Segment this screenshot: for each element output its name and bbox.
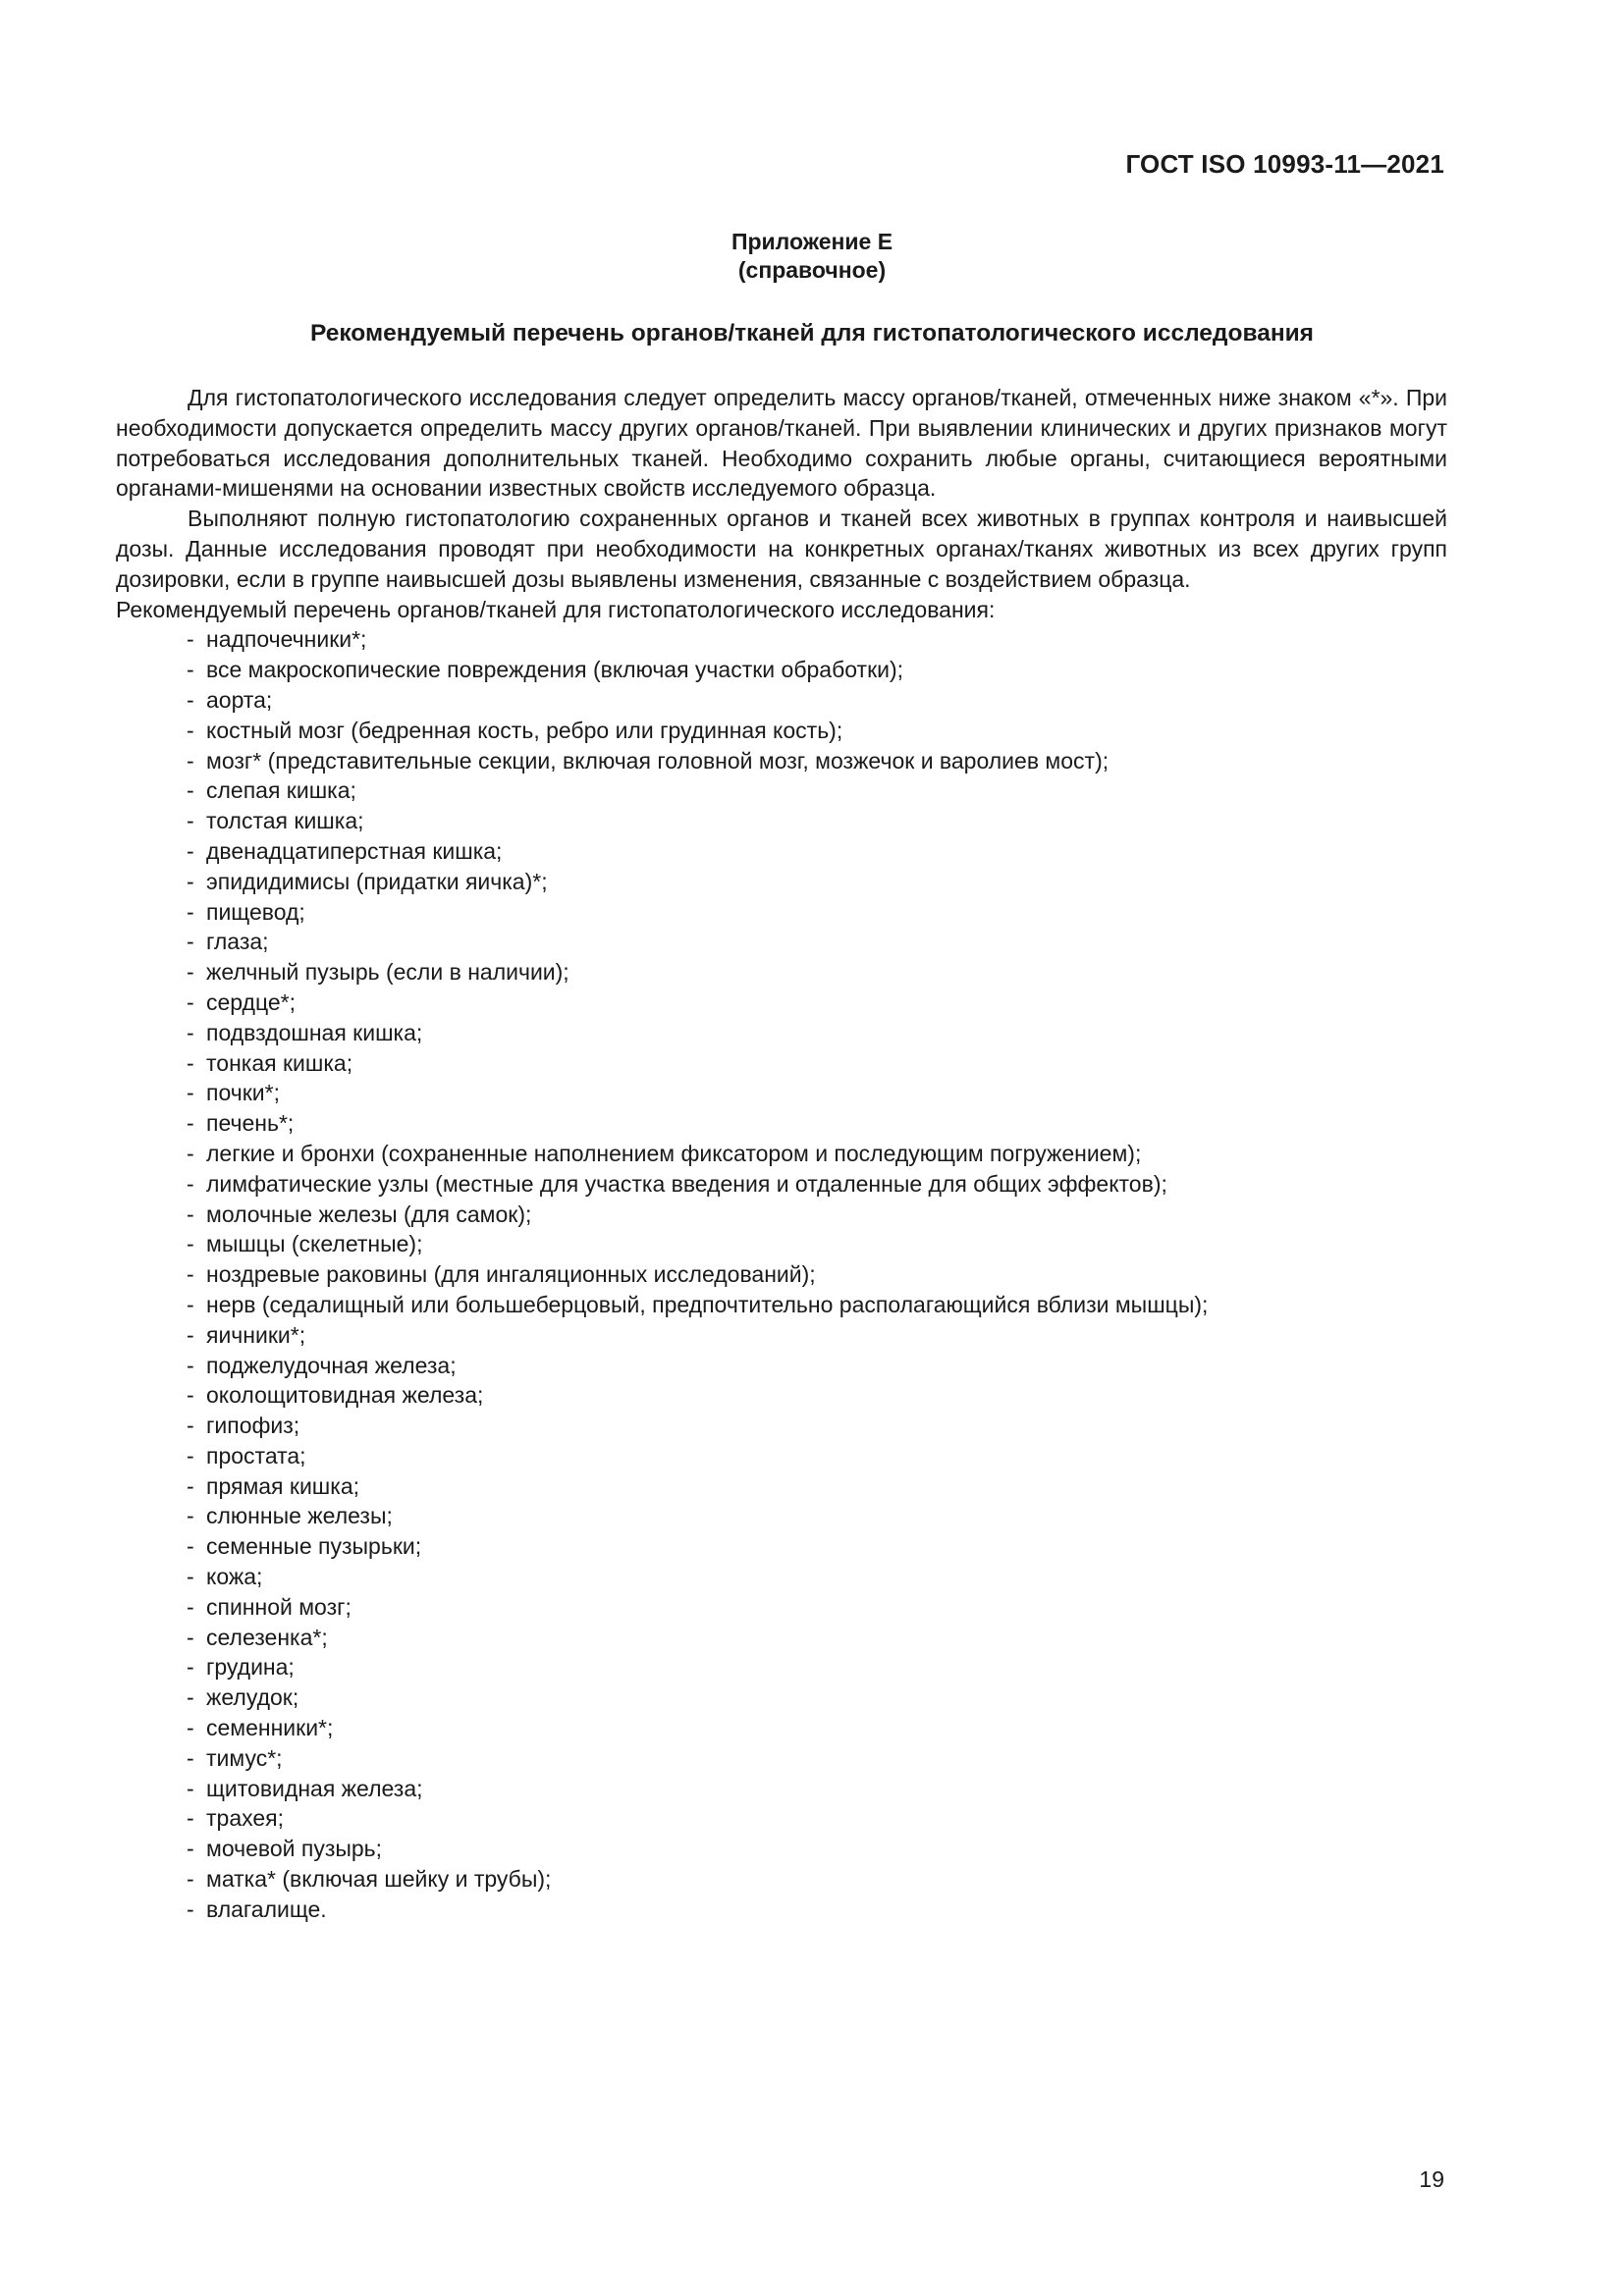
list-marker: - [187,1442,194,1468]
list-marker: - [187,1201,194,1227]
list-item-text: желудок; [206,1684,299,1711]
list-item-text: околощитовидная железа; [206,1382,484,1409]
appendix-title: Приложение E [731,229,893,254]
list-item [187,1682,1447,1713]
list-item [187,775,1447,806]
list-item [187,1018,1447,1048]
list-item-text: прямая кишка; [206,1472,360,1499]
list-item-text: сердце*; [206,988,297,1015]
list-marker: - [187,1624,194,1650]
list-marker: - [187,1805,194,1832]
list-marker: - [187,988,194,1015]
list-item-text: нерв (седалищный или большеберцовый, предпочтительно располагающийся вблизи мышцы); [206,1291,1209,1317]
list-marker: - [187,1836,194,1862]
list-item-text: ноздревые раковины (для ингаляционных исследований); [206,1261,816,1288]
list-item [187,655,1447,685]
list-item-text: тимус*; [206,1744,283,1771]
list-item [187,1895,1447,1925]
list-item-text: слюнные железы; [206,1503,393,1529]
list-item-text: кожа; [206,1564,263,1590]
list-item [187,1229,1447,1259]
list-marker: - [187,1654,194,1681]
list-marker: - [187,626,194,653]
list-item-text: семенные пузырьки; [206,1533,422,1560]
list-item [187,746,1447,776]
list-marker: - [187,657,194,683]
section-title: Рекомендуемый перечень органов/тканей для гистопатологического исследования [310,320,1314,347]
list-item-text: все макроскопические повреждения (включая участки обработки); [206,657,904,683]
list-marker: - [187,717,194,743]
list-item-text: поджелудочная железа; [206,1352,457,1378]
list-marker: - [187,1261,194,1288]
list-item [187,1411,1447,1441]
list-item [187,836,1447,867]
list-item-text: эпидидимисы (придатки яичка)*; [206,868,548,894]
list-item [187,806,1447,836]
list-item [187,1471,1447,1502]
list-item [187,957,1447,988]
list-item-text: мозг* (представительные секции, включая головной мозг, мозжечок и варолиев мост); [206,747,1110,774]
body-text [116,383,1447,1925]
list-marker: - [187,1019,194,1045]
list-marker: - [187,1352,194,1378]
list-marker: - [187,1503,194,1529]
appendix-subtitle: (справочное) [737,257,887,283]
list-item [187,1048,1447,1079]
list-item-text: матка* (включая шейку и трубы); [206,1866,552,1893]
list-item [187,1652,1447,1682]
list-item-text: аорта; [206,686,273,713]
list-item [187,1501,1447,1531]
list-marker: - [187,777,194,804]
list-item-text: легкие и бронхи (сохраненные наполнением фиксатором и последующим погружением); [206,1140,1142,1166]
list-item-text: подвздошная кишка; [206,1019,423,1045]
list-item-text: лимфатические узлы (местные для участка введения и отдаленные для общих эффектов); [206,1170,1167,1197]
list-item-text: селезенка*; [206,1624,328,1650]
list-marker: - [187,1110,194,1137]
list-item [187,685,1447,716]
list-item-text: печень*; [206,1110,295,1137]
list-item-text: простата; [206,1442,306,1468]
list-marker: - [187,1291,194,1317]
list-marker: - [187,1080,194,1106]
list-marker: - [187,686,194,713]
list-item [187,1351,1447,1381]
list-item [187,1864,1447,1895]
list-item [187,1592,1447,1623]
list-marker: - [187,1231,194,1257]
list-item [187,927,1447,957]
list-item [187,1834,1447,1864]
list-item-text: щитовидная железа; [206,1775,423,1801]
list-marker: - [187,1533,194,1560]
list-marker: - [187,1140,194,1166]
list-marker: - [187,868,194,894]
list-item [187,1108,1447,1139]
list-item-text: толстая кишка; [206,808,364,834]
list-item [187,1441,1447,1471]
list-item-text: тонкая кишка; [206,1049,353,1076]
list-item-text: желчный пузырь (если в наличии); [206,959,569,986]
list-marker: - [187,1321,194,1348]
list-item [187,716,1447,746]
list-marker: - [187,1744,194,1771]
list-item [187,1200,1447,1230]
list-marker: - [187,1593,194,1620]
list-item-text: надпочечники*; [206,626,367,653]
list-item [187,1743,1447,1774]
list-item-text: мочевой пузырь; [206,1836,383,1862]
list-intro: Рекомендуемый перечень органов/тканей для гистопатологического исследования: [116,596,996,622]
list-item [187,1531,1447,1562]
list-item [187,1713,1447,1743]
list-item [187,1259,1447,1290]
list-marker: - [187,898,194,925]
list-item-text: грудина; [206,1654,295,1681]
list-item [187,1774,1447,1804]
list-marker: - [187,1896,194,1922]
list-marker: - [187,1382,194,1409]
list-marker: - [187,1564,194,1590]
list-item-text: почки*; [206,1080,280,1106]
list-item [187,867,1447,897]
list-item [187,1169,1447,1200]
list-marker: - [187,1715,194,1741]
list-item-text: глаза; [206,929,269,955]
list-marker: - [187,1866,194,1893]
list-item-text: влагалище. [206,1896,327,1922]
list-item-text: мышцы (скелетные); [206,1231,423,1257]
appendix-heading [0,228,1624,285]
list-item [187,897,1447,928]
list-marker: - [187,1775,194,1801]
list-marker: - [187,837,194,864]
list-marker: - [187,959,194,986]
list-marker: - [187,1684,194,1711]
list-item [187,1803,1447,1834]
list-item [187,624,1447,655]
list-marker: - [187,1472,194,1499]
page-number: 19 [1419,2166,1444,2192]
list-item-text: семенники*; [206,1715,334,1741]
list-marker: - [187,747,194,774]
paragraph: Выполняют полную гистопатологию сохраненных органов и тканей всех животных в группах контроля и наивысшей дозы. Данные исследования проводят при необходимости на конкретных органах/тканях животных из всех других групп дозировки, если в группе наивысшей дозы выявлены изменения, связанные с воздействием образца. [116,506,1447,592]
list-item-text: двенадцатиперстная кишка; [206,837,503,864]
list-item [187,1320,1447,1351]
list-item [187,988,1447,1018]
list-marker: - [187,808,194,834]
list-item-text: костный мозг (бедренная кость, ребро или грудинная кость); [206,717,843,743]
list-item-text: яичники*; [206,1321,306,1348]
list-marker: - [187,1413,194,1439]
list-item [187,1078,1447,1108]
list-item-text: слепая кишка; [206,777,356,804]
organ-list [116,624,1447,1924]
list-item [187,1139,1447,1169]
list-marker: - [187,1049,194,1076]
list-item-text: гипофиз; [206,1413,300,1439]
list-marker: - [187,929,194,955]
list-item-text: молочные железы (для самок); [206,1201,532,1227]
list-item [187,1562,1447,1592]
list-item-text: пищевод; [206,898,305,925]
list-item-text: спинной мозг; [206,1593,352,1620]
list-item [187,1623,1447,1653]
list-marker: - [187,1170,194,1197]
list-item-text: трахея; [206,1805,284,1832]
list-item [187,1290,1447,1320]
document-id: ГОСТ ISO 10993-11—2021 [1125,149,1444,179]
list-item [187,1380,1447,1411]
paragraph: Для гистопатологического исследования следует определить массу органов/тканей, отмеченных ниже знаком «*». При необходимости допускается определить массу других органов/тканей. При выявлении клинических и других признаков могут потребоваться исследования дополнительных тканей. Необходимо сохранить любые органы, считающиеся вероятными органами-мишенями на основании известных свойств исследуемого образца. [116,385,1447,502]
